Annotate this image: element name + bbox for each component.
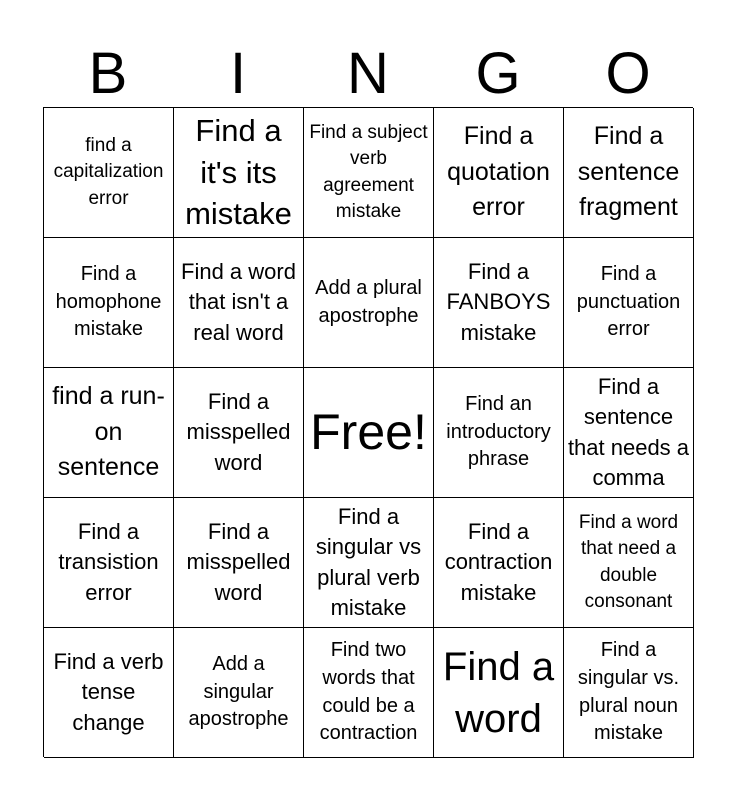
cell-text: Find a quotation error: [447, 121, 550, 222]
header-letter-n: N: [347, 41, 389, 106]
bingo-cell-r4-c1[interactable]: [44, 498, 174, 628]
cell-text: find a run-on sentence: [52, 381, 165, 482]
bingo-cell-r5-c4[interactable]: [434, 628, 564, 758]
bingo-cell-r1-c3[interactable]: [304, 108, 434, 238]
cell-text: Find a it's its mistake: [185, 112, 292, 232]
bingo-cell-r5-c5[interactable]: [564, 628, 694, 758]
cell-text: Add a singular apostrophe: [188, 653, 289, 731]
bingo-cell-r2-c3[interactable]: [304, 238, 434, 368]
bingo-cell-free[interactable]: [304, 368, 434, 498]
bingo-cell-r4-c5[interactable]: [564, 498, 694, 628]
header-letter-o: O: [605, 41, 651, 106]
cell-text: Find a FANBOYS mistake: [446, 259, 551, 345]
bingo-cell-r4-c2[interactable]: [174, 498, 304, 628]
header-letter-g: G: [475, 41, 521, 106]
cell-text: Find an introductory phrase: [446, 393, 551, 471]
cell-text: Find a misspelled word: [186, 519, 291, 605]
cell-text: Free!: [310, 404, 427, 460]
bingo-cell-r3-c2[interactable]: [174, 368, 304, 498]
cell-text: Find a word that need a double consonant: [578, 512, 679, 612]
bingo-board: [43, 107, 693, 757]
cell-text: Find a sentence fragment: [577, 121, 680, 222]
header-letter-b: B: [88, 41, 128, 106]
bingo-cell-r2-c2[interactable]: [174, 238, 304, 368]
cell-text: Find a verb tense change: [53, 649, 164, 735]
cell-text: Find two words that could be a contraction: [319, 639, 418, 745]
bingo-cell-r2-c4[interactable]: [434, 238, 564, 368]
bingo-cell-r5-c1[interactable]: [44, 628, 174, 758]
bingo-cell-r3-c1[interactable]: [44, 368, 174, 498]
cell-text: Find a transistion error: [58, 519, 159, 605]
bingo-cell-r2-c1[interactable]: [44, 238, 174, 368]
cell-text: Find a singular vs plural verb mistake: [315, 504, 422, 620]
bingo-header: [43, 40, 693, 108]
bingo-cell-r4-c3[interactable]: [304, 498, 434, 628]
bingo-cell-r2-c5[interactable]: [564, 238, 694, 368]
cell-text: Find a word that isn't a real word: [181, 259, 296, 345]
bingo-cell-r3-c4[interactable]: [434, 368, 564, 498]
cell-text: Find a homophone mistake: [55, 263, 162, 341]
cell-text: Find a punctuation error: [576, 263, 681, 341]
bingo-cell-r1-c5[interactable]: [564, 108, 694, 238]
cell-text: Add a plural apostrophe: [315, 276, 422, 327]
bingo-cell-r5-c2[interactable]: [174, 628, 304, 758]
cell-text: Find a misspelled word: [186, 389, 291, 475]
bingo-cell-r3-c5[interactable]: [564, 368, 694, 498]
bingo-cell-r1-c2[interactable]: [174, 108, 304, 238]
bingo-cell-r4-c4[interactable]: [434, 498, 564, 628]
cell-text: Find a sentence that needs a comma: [567, 374, 690, 490]
bingo-cell-r5-c3[interactable]: [304, 628, 434, 758]
cell-text: Find a word: [442, 644, 555, 741]
cell-text: find a capitalization error: [53, 135, 164, 209]
cell-text: Find a contraction mistake: [444, 519, 553, 605]
bingo-cell-r1-c4[interactable]: [434, 108, 564, 238]
cell-text: Find a subject verb agreement mistake: [309, 122, 428, 222]
cell-text: Find a singular vs. plural noun mistake: [577, 639, 680, 745]
header-letter-i: I: [229, 41, 247, 106]
bingo-cell-r1-c1[interactable]: [44, 108, 174, 238]
